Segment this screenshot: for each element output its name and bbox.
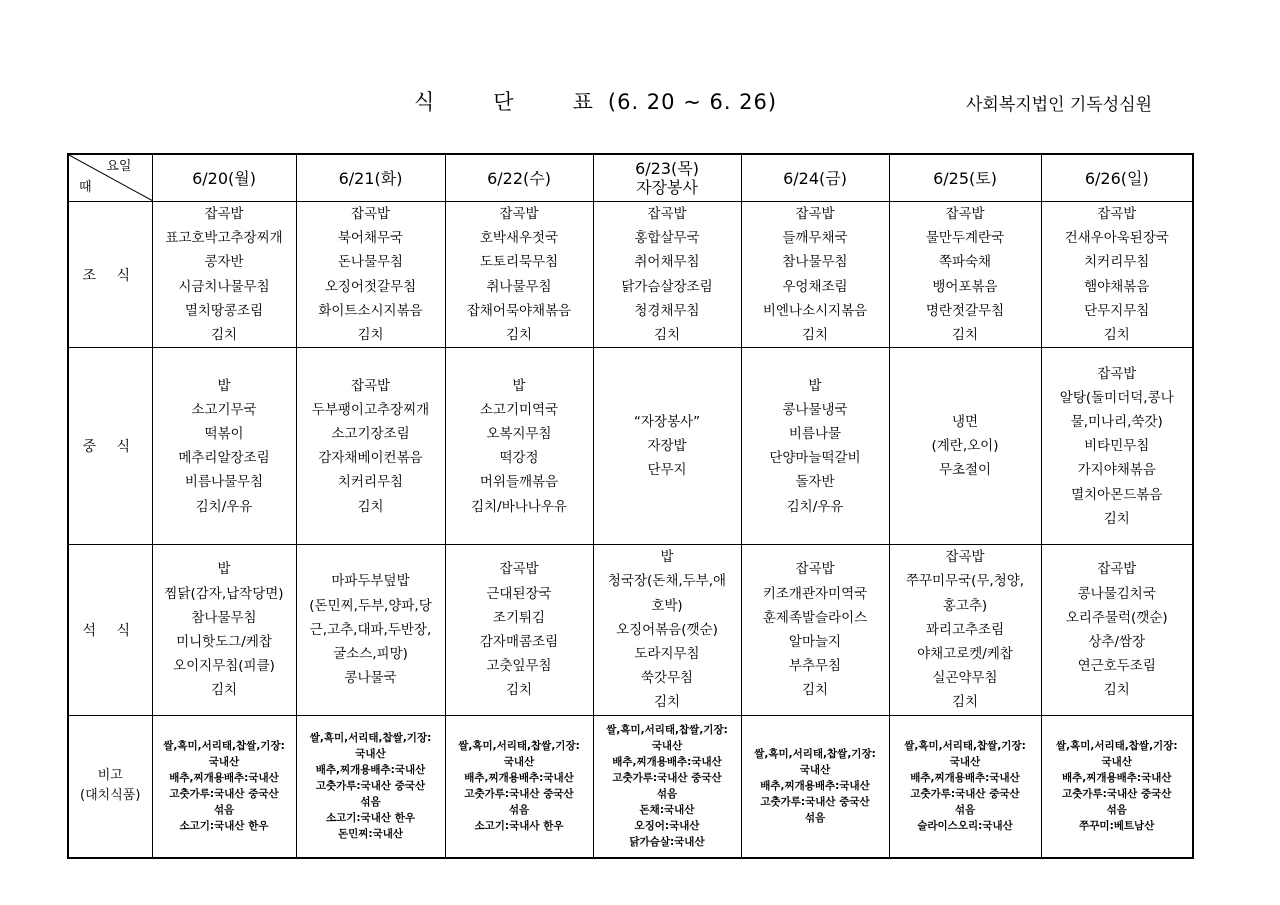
menu-item: 김치 [951, 694, 979, 711]
menu-cell [889, 545, 1041, 715]
menu-item: 김치 [1103, 682, 1130, 699]
menu-item: 홍합살무국 [634, 230, 700, 247]
menu-item: 잡곡밥 [945, 549, 985, 566]
menu-item: 김치 [1103, 327, 1130, 344]
menu-item: 실곤약무침 [932, 670, 998, 687]
menu-item: 오복지무침 [486, 426, 552, 443]
menu-item: 굴소스,피망) [333, 646, 408, 663]
menu-item: 잡곡밥 [204, 206, 244, 222]
note-line: 소고기:국내산 한우 [326, 812, 415, 825]
menu-item: 치커리무침 [1084, 254, 1150, 271]
menu-item: 김치 [505, 682, 533, 699]
note-line: 고춧가루:국내산 중국산 [169, 788, 279, 801]
menu-item: 김치/우유 [195, 498, 253, 515]
note-line: 국내산 [355, 748, 386, 761]
menu-item: 표고호박고추장찌개 [165, 230, 283, 247]
menu-item: 가지야채볶음 [1077, 462, 1156, 479]
menu-item: 소고기미역국 [479, 401, 559, 418]
note-line: 돈민찌:국내산 [337, 828, 404, 841]
menu-item: “자장봉사” [633, 413, 701, 430]
menu-item: 비름나물무침 [184, 474, 264, 491]
note-line: 고춧가루:국내산 중국산 [1062, 788, 1172, 801]
menu-item: 명란젓갈무침 [925, 302, 1005, 319]
meal-label [68, 348, 152, 545]
menu-item: 콩나물국 [344, 670, 397, 687]
menu-cell [296, 202, 445, 348]
menu-item: 돈나물무침 [337, 254, 404, 271]
notes-cell [593, 715, 741, 858]
day-header [741, 154, 889, 202]
note-line: 돈채:국내산 [639, 804, 695, 817]
note-line: 쭈꾸미:베트남산 [1079, 820, 1155, 833]
menu-item: 감자매콤조림 [479, 633, 559, 650]
menu-item: 김치 [357, 327, 384, 344]
note-line: 섞음 [954, 804, 976, 817]
menu-item: 취나물무침 [486, 278, 552, 295]
note-line: 배추,찌개용배추:국내산 [760, 780, 870, 793]
menu-item: 잡곡밥 [647, 206, 687, 222]
menu-item: 미니핫도그/케찹 [176, 633, 272, 650]
menu-item: 김치 [951, 327, 979, 344]
menu-cell [741, 202, 889, 348]
day-header [889, 154, 1041, 202]
menu-item: 뱅어포볶음 [932, 278, 998, 295]
menu-item: 김치 [357, 498, 384, 515]
day-header-line: 6/25(토) [933, 168, 997, 188]
menu-item: 오리주물럭(깻순) [1065, 609, 1168, 626]
meal-label [68, 715, 152, 858]
menu-item: 메추리알장조림 [178, 450, 270, 467]
menu-cell [593, 202, 741, 348]
menu-cell [152, 545, 296, 715]
note-line: 국내산 [503, 756, 535, 769]
menu-item: 도토리묵무침 [479, 254, 559, 271]
menu-item: 참나물무침 [191, 609, 257, 626]
note-line: 쌀,흑미,서리태,찹쌀,기장: [606, 724, 728, 737]
menu-item: 잡곡밥 [1097, 206, 1137, 222]
menu-item: 알마늘지 [788, 633, 842, 650]
menu-item: 도라지무침 [634, 646, 700, 663]
menu-item: 김치 [653, 327, 681, 344]
menu-cell [1041, 202, 1193, 348]
menu-title [414, 86, 777, 116]
dinner-row [68, 545, 1193, 715]
note-line: 배추,찌개용배추:국내산 [315, 764, 426, 777]
menu-item: 김치/우유 [786, 498, 844, 515]
menu-cell [445, 202, 593, 348]
note-line: 배추,찌개용배추:국내산 [612, 756, 722, 769]
menu-item: 냉면 [951, 413, 979, 430]
menu-item: 비름나물 [788, 426, 842, 443]
note-line: 섞음 [1106, 804, 1127, 817]
menu-item: 밥 [512, 377, 526, 394]
menu-item: 닭가슴살장조림 [621, 278, 713, 295]
menu-cell [152, 202, 296, 348]
menu-item: 잡곡밥 [350, 206, 391, 222]
note-line: 소고기:국내산 한우 [179, 820, 269, 833]
menu-item: 쭈꾸미무국(무,청양, [905, 573, 1025, 590]
note-line: 소고기:국내사 한우 [474, 820, 564, 833]
menu-item: 근대된장국 [486, 585, 552, 602]
menu-item: 잡곡밥 [945, 206, 985, 222]
menu-item: 치커리무침 [337, 474, 404, 491]
menu-item: 떡강정 [499, 450, 539, 467]
menu-item: 호박새우젓국 [479, 230, 559, 247]
menu-item: 멸치땅콩조림 [184, 302, 264, 319]
note-line: 섞음 [360, 796, 381, 809]
note-line: 쌀,흑미,서리태,찹쌀,기장: [1055, 740, 1178, 753]
menu-item: 김치 [1103, 510, 1130, 527]
day-header [1041, 154, 1193, 202]
menu-cell [152, 348, 296, 545]
note-line: 국내산 [1101, 756, 1132, 769]
menu-cell [445, 348, 593, 545]
day-header [593, 154, 741, 202]
day-header [152, 154, 296, 202]
menu-item: 두부팽이고추장찌개 [311, 401, 430, 418]
menu-cell [296, 348, 445, 545]
menu-cell [445, 545, 593, 715]
menu-item: 연근호두조림 [1077, 658, 1156, 675]
note-line: 국내산 [949, 756, 981, 769]
menu-item: 취어채무침 [634, 254, 700, 271]
menu-item: 떡볶이 [204, 426, 244, 443]
note-line: 고춧가루:국내산 중국산 [612, 772, 722, 785]
menu-item: 오징어젓갈무침 [324, 278, 417, 295]
notes-cell [889, 715, 1041, 858]
menu-item: 잡곡밥 [350, 377, 391, 394]
corner-cell [68, 154, 152, 202]
menu-item: 소고기무국 [191, 401, 257, 418]
day-header [445, 154, 593, 202]
menu-item: 소고기장조림 [331, 426, 410, 443]
notes-cell [1041, 715, 1193, 858]
day-header-line: 6/24(금) [783, 168, 847, 188]
note-line: 쌀,흑미,서리태,찹쌀,기장: [904, 740, 1026, 753]
day-header-line: 자장봉사 [636, 178, 698, 197]
menu-item: 김치/바나나우유 [471, 498, 567, 515]
header-row [68, 154, 1193, 202]
menu-item: 김치 [801, 682, 829, 699]
menu-item: 단양마늘떡갈비 [769, 450, 861, 467]
meal-label-line: 중 식 [82, 439, 138, 456]
menu-item: 콩나물냉국 [782, 401, 848, 418]
menu-item: 꽈리고추조림 [925, 621, 1005, 638]
notes-cell [445, 715, 593, 858]
menu-item: 잡곡밥 [499, 206, 539, 222]
menu-cell [889, 202, 1041, 348]
notes-cell [152, 715, 296, 858]
menu-item: 머위들깨볶음 [479, 474, 559, 491]
menu-item: 김치 [653, 694, 681, 711]
menu-item: 시금치나물무침 [178, 278, 270, 295]
menu-item: 쪽파숙채 [938, 254, 992, 271]
day-header-line: 6/26(일) [1084, 168, 1149, 188]
menu-item: 밥 [660, 549, 674, 566]
menu-item: 근,고추,대파,두반장, [309, 621, 432, 638]
menu-item: 상추/쌈장 [1088, 633, 1146, 650]
note-line: 배추,찌개용배추:국내산 [1061, 772, 1172, 785]
note-line: 국내산 [208, 756, 240, 769]
menu-item: 청경채무침 [634, 302, 700, 319]
day-header-line: 6/22(수) [487, 168, 551, 188]
note-line: 국내산 [799, 764, 831, 777]
menu-item: 자장밥 [647, 438, 687, 455]
note-line: 배추,찌개용배추:국내산 [464, 772, 574, 785]
menu-item: 건새우아욱된장국 [1064, 230, 1169, 247]
menu-item: 콩나물김치국 [1077, 585, 1156, 602]
note-line: 국내산 [651, 740, 683, 753]
note-line: 섞음 [804, 812, 826, 825]
meal-label-line: 석 식 [82, 622, 138, 639]
note-line: 슬라이스오리:국내산 [917, 820, 1013, 833]
menu-item: 잡곡밥 [1097, 365, 1137, 382]
menu-item: 비엔나소시지볶음 [762, 302, 868, 319]
menu-item: 비타민무침 [1084, 438, 1150, 455]
notes-row [68, 715, 1193, 858]
breakfast-row [68, 202, 1193, 348]
note-line: 고춧가루:국내산 중국산 [760, 796, 870, 809]
menu-item: 멸치아몬드볶음 [1071, 486, 1163, 503]
note-line: 배추,찌개용배추:국내산 [910, 772, 1020, 785]
menu-item: 들깨무채국 [782, 230, 848, 247]
notes-cell [296, 715, 445, 858]
menu-cell [593, 545, 741, 715]
menu-cell [1041, 348, 1193, 545]
menu-cell [1041, 545, 1193, 715]
meal-label-line: 비고 [97, 768, 123, 784]
day-header-line: 6/20(월) [192, 168, 256, 188]
menu-item: 홍고추) [942, 597, 988, 614]
menu-cell [593, 348, 741, 545]
menu-item: 조기튀김 [492, 609, 546, 626]
note-line: 쌀,흑미,서리태,찹쌀,기장: [163, 740, 285, 753]
menu-item: 김치 [210, 327, 238, 344]
menu-item: 잡곡밥 [795, 206, 835, 222]
meal-label [68, 545, 152, 715]
menu-cell [296, 545, 445, 715]
menu-item: 김치 [801, 327, 829, 344]
day-header-line: 6/23(목) [635, 159, 699, 178]
note-line: 오징어:국내산 [634, 820, 700, 833]
menu-item: 호박) [651, 597, 683, 614]
menu-item: 찜닭(감자,납작당면) [164, 585, 284, 602]
menu-item: 우엉채조림 [782, 278, 848, 295]
menu-item: 오징어볶음(깻순) [616, 621, 718, 638]
note-line: 섞음 [213, 804, 235, 817]
day-header [296, 154, 445, 202]
menu-item: (계란,오이) [931, 438, 999, 455]
menu-item: 단무지무침 [1084, 302, 1150, 319]
meal-label-line: (대치식품) [80, 788, 141, 804]
title-char-3: 표 [572, 90, 594, 114]
menu-item: 오이지무침(피클) [173, 658, 275, 675]
menu-cell [741, 348, 889, 545]
menu-item: 잡곡밥 [1097, 561, 1137, 578]
lunch-row [68, 348, 1193, 545]
note-line: 고춧가루:국내산 중국산 [910, 788, 1020, 801]
corner-meal-label: 때 [79, 180, 92, 195]
menu-item: 화이트소시지볶음 [318, 302, 423, 319]
menu-item: 잡곡밥 [795, 561, 835, 578]
menu-item: 감자채베이컨볶음 [318, 450, 423, 467]
menu-item: 물만두계란국 [925, 230, 1005, 247]
menu-item: 청국장(돈채,두부,애 [607, 573, 727, 590]
note-line: 고춧가루:국내산 중국산 [464, 788, 574, 801]
menu-item: 야채고로켓/케찹 [917, 646, 1013, 663]
menu-item: 돌자반 [795, 474, 835, 491]
menu-item: 잡곡밥 [499, 561, 539, 578]
note-line: 고춧가루:국내산 중국산 [315, 780, 426, 793]
menu-item: 김치 [505, 327, 533, 344]
title-char-1: 식 [414, 90, 436, 114]
menu-item: 햄야채볶음 [1084, 278, 1150, 295]
menu-item: 밥 [217, 561, 231, 578]
menu-item: 북어채무국 [337, 230, 404, 247]
weekly-menu-table [67, 153, 1194, 859]
menu-item: 마파두부덮밥 [331, 573, 410, 590]
menu-item: 잡채어묵야채볶음 [466, 302, 572, 319]
menu-item: (돈민찌,두부,양파,당 [309, 597, 432, 614]
menu-item: 참나물무침 [782, 254, 848, 271]
menu-item: 쑥갓무침 [640, 670, 694, 687]
meal-label-line: 조 식 [82, 267, 138, 284]
note-line: 섞음 [656, 788, 678, 801]
notes-cell [741, 715, 889, 858]
menu-item: 무초절이 [938, 462, 992, 479]
menu-item: 물,미나리,쑥갓) [1070, 413, 1163, 430]
note-line: 배추,찌개용배추:국내산 [169, 772, 279, 785]
menu-cell [741, 545, 889, 715]
note-line: 닭가슴살:국내산 [629, 836, 705, 849]
note-line: 섞음 [508, 804, 530, 817]
note-line: 쌀,흑미,서리태,찹쌀,기장: [458, 740, 580, 753]
title-char-2: 단 [493, 90, 515, 114]
menu-item: 밥 [808, 377, 822, 394]
menu-item: 고춧잎무침 [486, 658, 552, 675]
title-date-range: (6. 20 ~ 6. 26) [607, 90, 778, 114]
menu-item: 부추무침 [788, 658, 842, 675]
menu-item: 키조개관자미역국 [762, 585, 868, 602]
corner-day-label: 요일 [106, 159, 132, 174]
day-header-line: 6/21(화) [338, 168, 403, 188]
menu-item: 밥 [217, 377, 231, 394]
note-line: 쌀,흑미,서리태,찹쌀,기장: [309, 732, 432, 745]
menu-cell [889, 348, 1041, 545]
menu-item: 김치 [210, 682, 238, 699]
meal-label [68, 202, 152, 348]
menu-item: 훈제족발슬라이스 [762, 609, 868, 626]
menu-item: 콩자반 [204, 254, 244, 271]
menu-item: 알탕(돌미더덕,콩나 [1059, 389, 1174, 406]
menu-item: 단무지 [647, 462, 687, 479]
organization-name: 사회복지법인 기독성심원 [966, 95, 1153, 115]
note-line: 쌀,흑미,서리태,찹쌀,기장: [754, 748, 876, 761]
